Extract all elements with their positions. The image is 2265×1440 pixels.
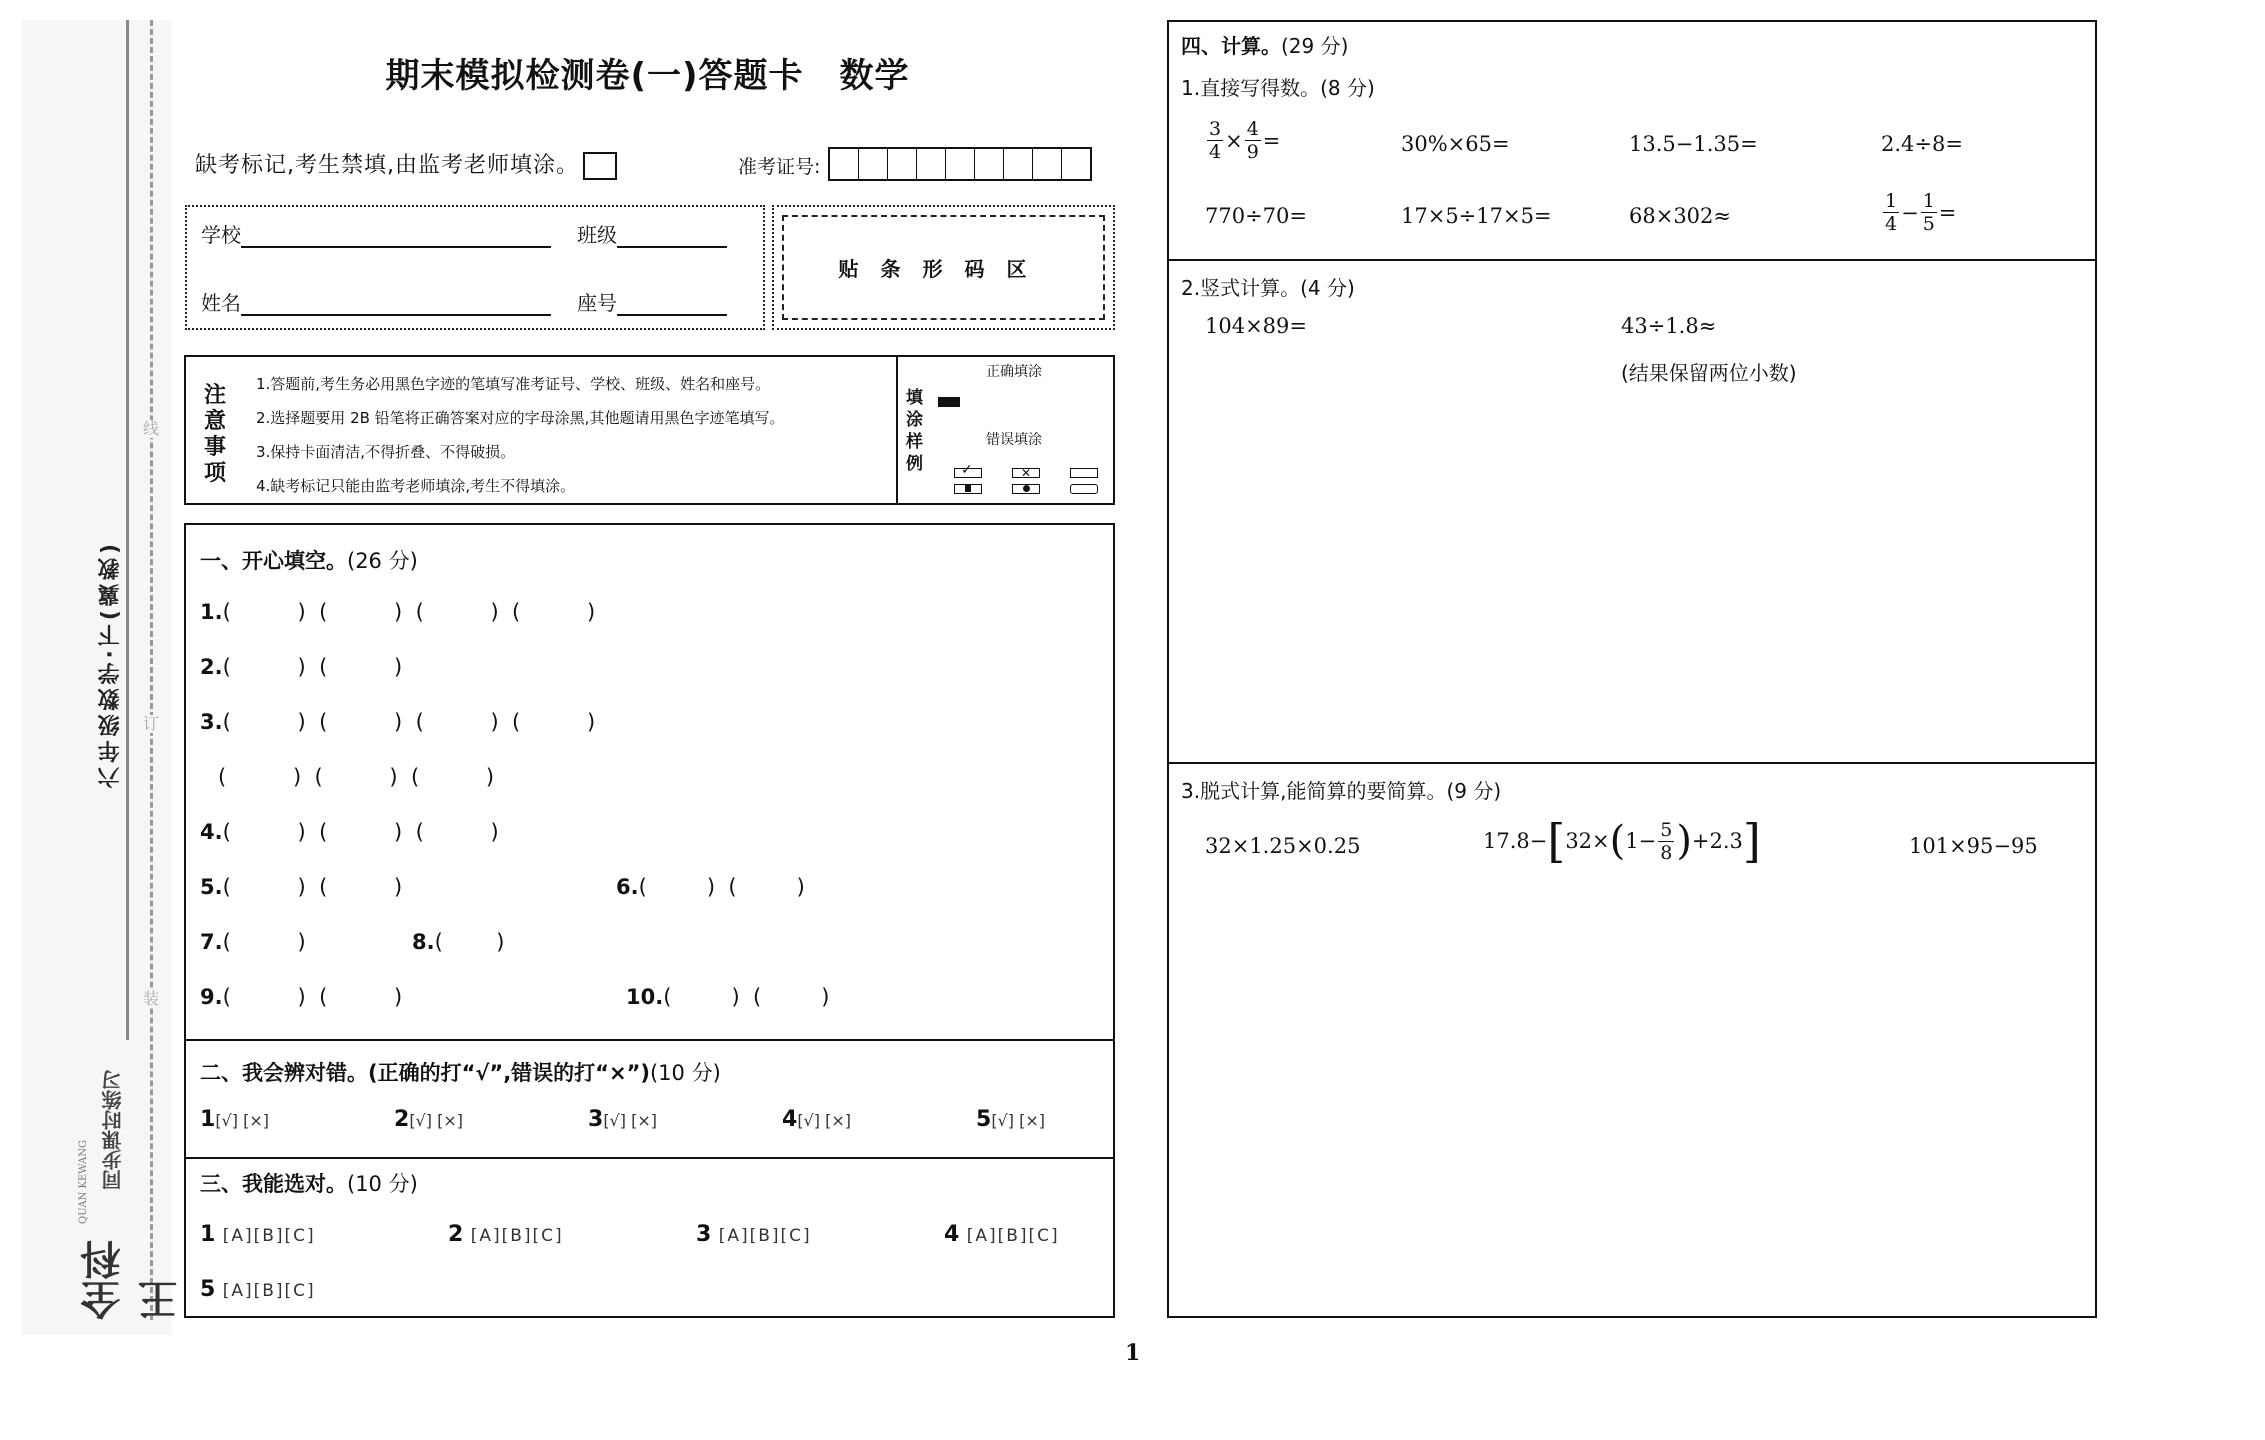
section2-title-text: 二、我会辨对错。 (200, 1061, 368, 1085)
fill-blank-row-7[interactable] (200, 930, 306, 954)
notes-divider (896, 357, 898, 503)
section1-title (200, 545, 418, 575)
oral-calc-1 (1205, 118, 1280, 163)
item-num: 5 (976, 1107, 992, 1132)
choice-options[interactable]: [A][B][C] (718, 1226, 812, 1246)
frac-num: 4 (1246, 118, 1259, 140)
wrong-fill-oval-icon (1070, 484, 1098, 494)
item-num: 3 (696, 1222, 712, 1247)
logo-pinyin: QUAN KEWANG (78, 1140, 89, 1224)
section-divider (186, 1039, 1113, 1041)
stepwise-calc-2 (1483, 814, 1761, 868)
part1-title (1181, 72, 1375, 101)
page-title (180, 48, 1115, 97)
title-main: 期末模拟检测卷(一)答题卡 (385, 56, 804, 96)
exam-id-cell[interactable] (1033, 149, 1062, 179)
item-num: 4 (782, 1107, 798, 1132)
note-item: 2.选择题要用 2B 铅笔将正确答案对应的字母涂黑,其他题请用黑色字迹笔填写。 (256, 409, 785, 427)
item-num: 3 (588, 1107, 604, 1132)
barcode-area (782, 215, 1105, 320)
section2-title (200, 1057, 721, 1087)
choice-item-5[interactable] (200, 1277, 316, 1302)
correct-fill-sample-icon (938, 397, 960, 407)
row-label: 2. (200, 655, 223, 679)
exam-id-cell[interactable] (830, 149, 859, 179)
grade-subject-label: 六年级数学·下(冀教) (98, 540, 123, 789)
answer-sections-left (184, 523, 1115, 1318)
choice-item-2[interactable] (448, 1222, 564, 1247)
class-label: 班级 (577, 223, 617, 247)
binding-label-line: 线 (143, 419, 160, 438)
operator: − (1901, 200, 1919, 225)
true-false-item-5[interactable] (976, 1107, 1045, 1132)
oral-calc-6: 17×5÷17×5= (1401, 204, 1552, 228)
wrong-fill-empty-icon (1070, 468, 1098, 478)
binding-solid-line (126, 20, 129, 1040)
stepwise-calc-3: 101×95−95 (1909, 834, 2038, 858)
true-false-item-4[interactable] (782, 1107, 851, 1132)
exam-id-label: 准考证号: (738, 156, 821, 178)
row-label: 4. (200, 820, 223, 844)
expr-part: 17.8− (1483, 829, 1548, 853)
section1-title-text: 一、开心填空。 (200, 549, 347, 573)
row-blanks: ( ) ( ) ( ) ( ) (222, 600, 596, 624)
operator: × (1225, 128, 1243, 153)
note-item: 1.答题前,考生务必用黑色字迹的笔填写准考证号、学校、班级、姓名和座号。 (256, 375, 771, 393)
logo-main-text: 全科王 (80, 1240, 184, 1320)
row-blanks: ( ) ( ) (638, 875, 805, 899)
expr-part: +2.3 (1691, 829, 1743, 853)
section1-points: (26 分) (347, 549, 418, 573)
wrong-fill-half-icon (954, 484, 982, 494)
row-blanks: ( ) (434, 930, 505, 954)
item-num: 1 (200, 1107, 216, 1132)
exam-id-cell[interactable] (975, 149, 1004, 179)
frac-den: 9 (1246, 141, 1259, 163)
fill-blank-row-8[interactable] (412, 930, 504, 954)
part2-points: (4 分) (1300, 276, 1355, 300)
exam-id-cell[interactable] (1004, 149, 1033, 179)
publisher-logo (50, 1060, 184, 1320)
fill-blank-row-3b[interactable] (218, 765, 494, 789)
seat-input-line[interactable] (617, 292, 727, 316)
section3-title-text: 三、我能选对。 (200, 1172, 347, 1196)
true-false-item-3[interactable] (588, 1107, 657, 1132)
note-item: 4.缺考标记只能由监考老师填涂,考生不得填涂。 (256, 477, 576, 495)
choice-options[interactable]: [A][B][C] (222, 1226, 316, 1246)
student-info-box (185, 205, 765, 330)
fill-blank-row-5[interactable] (200, 875, 402, 899)
fill-blank-row-9[interactable] (200, 985, 402, 1009)
item-num: 4 (944, 1222, 960, 1247)
section3-points: (10 分) (347, 1172, 418, 1196)
fill-blank-row-2[interactable] (200, 655, 402, 679)
choice-options[interactable]: [A][B][C] (470, 1226, 564, 1246)
seat-field[interactable] (577, 287, 727, 316)
section2-points: (10 分) (649, 1061, 721, 1085)
expr-part: 1− (1625, 829, 1657, 853)
absent-mark-label: 缺考标记,考生禁填,由监考老师填涂。 (195, 153, 579, 178)
notes-heading: 注意事项 (204, 383, 227, 486)
right-paren: ) (1676, 818, 1692, 864)
logo-sub-text: 同步课时练习 (101, 1070, 125, 1190)
equals: = (1938, 200, 1957, 225)
wrong-fill-dot-icon (1012, 484, 1040, 494)
oral-calc-2: 30%×65= (1401, 132, 1510, 156)
left-paren: ( (1609, 818, 1626, 864)
notes-box (184, 355, 1115, 505)
section3-title (200, 1168, 418, 1198)
oral-calc-4: 2.4÷8= (1881, 132, 1963, 156)
section-divider (186, 1157, 1113, 1159)
part3-title-text: 3.脱式计算,能简算的要简算。 (1181, 779, 1447, 803)
tf-options[interactable]: [√] [×] (603, 1111, 657, 1130)
wrong-fill-check-icon: ✓ (954, 468, 982, 478)
page-number: 1 (1125, 1340, 1141, 1366)
expr-part: 32× (1565, 829, 1610, 853)
row-blanks: ( ) ( ) ( ) ( ) (222, 710, 596, 734)
school-label: 学校 (201, 223, 241, 247)
part3-title (1181, 775, 1501, 804)
row-blanks: ( ) (222, 930, 306, 954)
equals: = (1262, 128, 1281, 153)
vertical-calc-1: 104×89= (1205, 314, 1307, 338)
absent-mark-row (195, 148, 617, 180)
row-blanks: ( ) ( ) (663, 985, 830, 1009)
section4-title-text: 四、计算。 (1181, 34, 1281, 58)
row-label: 1. (200, 600, 223, 624)
item-num: 5 (200, 1277, 216, 1302)
fill-blank-row-6[interactable] (616, 875, 805, 899)
note-item: 3.保持卡面清洁,不得折叠、不得破损。 (256, 443, 516, 461)
true-false-item-1[interactable] (200, 1107, 269, 1132)
tf-options[interactable]: [√] [×] (409, 1111, 463, 1130)
choice-item-3[interactable] (696, 1222, 812, 1247)
binding-label-staple: 订 (143, 714, 160, 733)
name-field[interactable] (201, 287, 551, 316)
tf-options[interactable]: [√] [×] (797, 1111, 851, 1130)
true-false-item-2[interactable] (394, 1107, 463, 1132)
row-blanks: ( ) ( ) ( ) (218, 765, 495, 789)
tf-options[interactable]: [√] [×] (215, 1111, 269, 1130)
fill-sample-label: 填涂样例 (906, 388, 923, 474)
wrong-fill-cross-icon: ✕ (1012, 468, 1040, 478)
oral-calc-3: 13.5−1.35= (1629, 132, 1758, 156)
choice-options[interactable]: [A][B][C] (966, 1226, 1060, 1246)
frac-den: 5 (1922, 213, 1935, 235)
item-num: 1 (200, 1222, 216, 1247)
fill-blank-row-1[interactable] (200, 600, 595, 624)
title-subject: 数学 (839, 56, 910, 96)
oral-calc-8 (1881, 190, 1956, 235)
fill-correct-label: 正确填涂 (986, 364, 1042, 380)
row-label: 6. (616, 875, 639, 899)
section4-points: (29 分) (1281, 34, 1349, 58)
frac-num: 5 (1660, 818, 1673, 841)
vertical-calc-2: 43÷1.8≈ (1621, 314, 1717, 338)
choice-item-1[interactable] (200, 1222, 316, 1247)
row-blanks: ( ) ( ) (222, 875, 403, 899)
row-label: 7. (200, 930, 223, 954)
frac-num: 3 (1209, 118, 1222, 140)
part2-title-text: 2.竖式计算。 (1181, 276, 1301, 300)
part2-title (1181, 272, 1355, 301)
row-label: 9. (200, 985, 223, 1009)
fill-blank-row-4[interactable] (200, 820, 499, 844)
row-label: 10. (626, 985, 664, 1009)
section-divider (1169, 762, 2095, 764)
section4-title (1181, 30, 1348, 59)
notes-list (256, 367, 784, 503)
class-input-line[interactable] (617, 224, 727, 248)
school-field[interactable] (201, 219, 551, 248)
vertical-calc-2-note: (结果保留两位小数) (1621, 361, 1797, 385)
frac-den: 8 (1660, 841, 1673, 864)
fill-wrong-label: 错误填涂 (986, 432, 1042, 448)
seat-label: 座号 (577, 291, 617, 315)
exam-id-cell[interactable] (888, 149, 917, 179)
frac-den: 4 (1209, 141, 1222, 163)
absent-mark-checkbox[interactable] (583, 152, 617, 180)
exam-id-cell[interactable] (946, 149, 975, 179)
frac-num: 1 (1885, 190, 1898, 212)
item-num: 2 (394, 1107, 410, 1132)
fill-blank-row-10[interactable] (626, 985, 829, 1009)
tf-options[interactable]: [√] [×] (991, 1111, 1045, 1130)
exam-id-cell[interactable] (1062, 149, 1090, 179)
binding-dashed-line (150, 20, 153, 1320)
row-blanks: ( ) ( ) ( ) (222, 820, 499, 844)
item-num: 2 (448, 1222, 464, 1247)
exam-id-cell[interactable] (859, 149, 888, 179)
row-label: 3. (200, 710, 223, 734)
right-bracket: ] (1742, 814, 1761, 868)
part1-title-text: 1.直接写得数。 (1181, 76, 1321, 100)
exam-id-cell[interactable] (917, 149, 946, 179)
row-blanks: ( ) ( ) (222, 985, 403, 1009)
exam-id-grid[interactable] (828, 147, 1092, 181)
binding-label-bind: 装 (143, 989, 160, 1008)
barcode-label: 贴条形码区 (838, 257, 1049, 281)
stepwise-calc-1: 32×1.25×0.25 (1205, 834, 1361, 858)
section2-instruction: (正确的打“√”,错误的打“×”) (368, 1061, 650, 1085)
fill-blank-row-3[interactable] (200, 710, 595, 734)
part3-points: (9 分) (1446, 779, 1502, 803)
oral-calc-5: 770÷70= (1205, 204, 1307, 228)
school-input-line[interactable] (241, 224, 551, 248)
name-input-line[interactable] (241, 292, 551, 316)
left-bracket: [ (1547, 814, 1566, 868)
part1-points: (8 分) (1320, 76, 1375, 100)
row-label: 8. (412, 930, 435, 954)
oral-calc-7: 68×302≈ (1629, 204, 1731, 228)
frac-den: 4 (1885, 213, 1898, 235)
frac-num: 1 (1922, 190, 1935, 212)
section-divider (1169, 259, 2095, 261)
choice-item-4[interactable] (944, 1222, 1060, 1247)
answer-section-calculation (1167, 20, 2097, 1318)
row-label: 5. (200, 875, 223, 899)
class-field[interactable] (577, 219, 727, 248)
row-blanks: ( ) ( ) (222, 655, 403, 679)
choice-options[interactable]: [A][B][C] (222, 1281, 316, 1301)
name-label: 姓名 (201, 291, 241, 315)
